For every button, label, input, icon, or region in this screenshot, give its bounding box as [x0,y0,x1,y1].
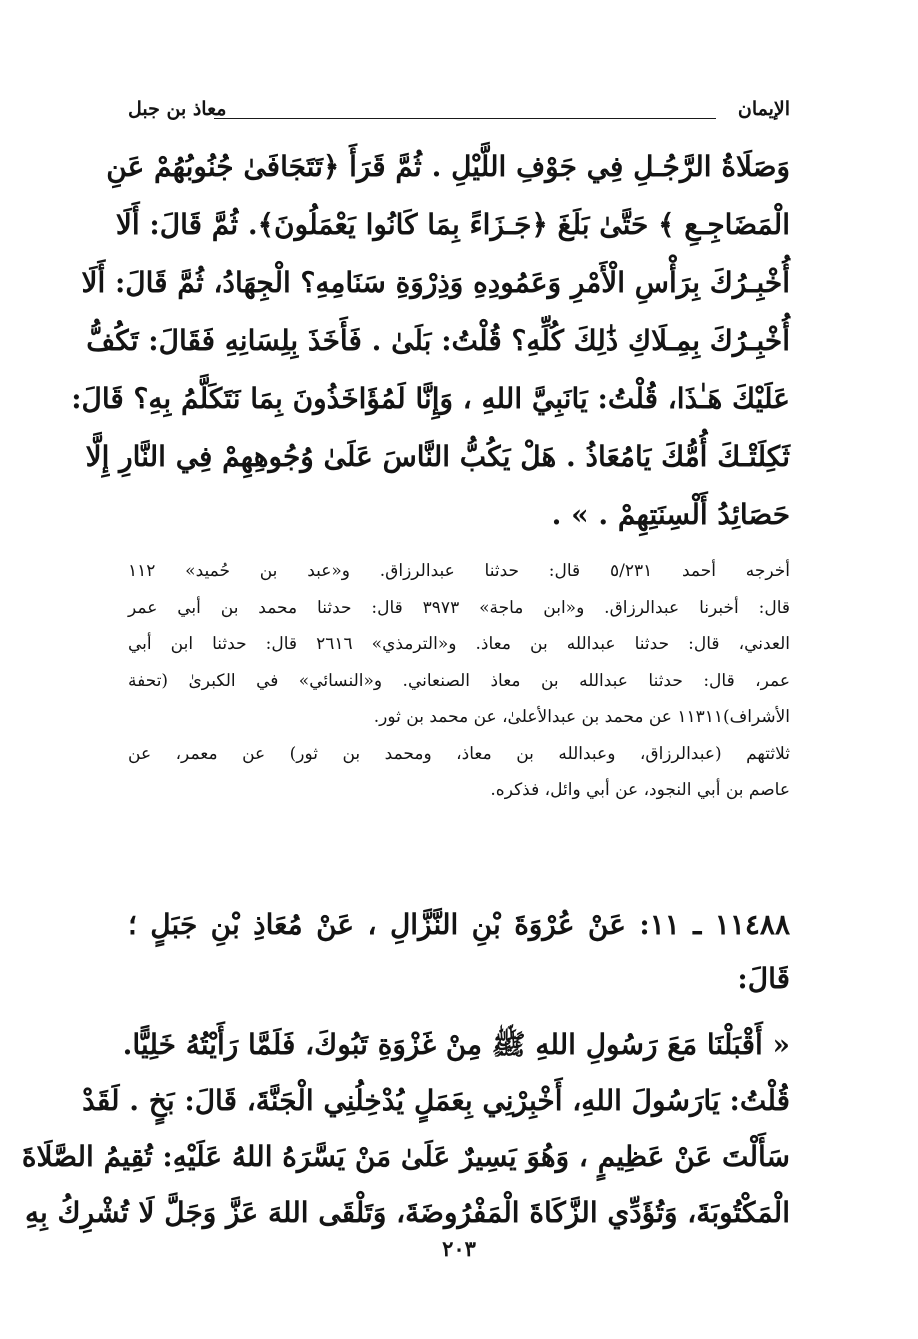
note-line: عاصم بن أبي النجود، عن أبي وائل، فذكره. [490,780,790,800]
note-line: الأشراف)١١٣١١ عن محمد بن عبدالأعلىٰ، عن محمد بن ثور. [373,707,790,727]
note-line: ثلاثتهم (عبدالرزاق، وعبدالله بن معاذ، ومحمد بن ثور) عن معمر، عن [128,743,790,764]
hadith-text [21,1017,790,1241]
hadith-line: قُلْتُ: يَارَسُولَ اللهِ، أَخْبِرْنِي بِعَمَلٍ يُدْخِلُنِي الْجَنَّةَ، قَالَ: بَخٍ . لَقَدْ [82,1084,790,1117]
note-line: العدني، قال: حدثنا عبدالله بن معاذ. و«الترمذي» ٢٦١٦ قال: حدثنا ابن أبي [128,634,790,654]
hadith-line: عَلَيْكَ هَـٰذَا، قُلْتُ: يَانَبِيَّ اللهِ ، وَإِنَّا لَمُؤَاخَذُونَ بِمَا نَتَكَلَّمُ بِهِ؟ قَالَ: [71,382,790,415]
running-header [128,98,790,128]
takhrij-notes [128,553,790,809]
hadith-line: وَصَلَاةُ الرَّجُـلِ فِي جَوْفِ اللَّيْلِ . ثُمَّ قَرَأَ ﴿تَتَجَافَىٰ جُنُوبُهُمْ عَنِ [106,150,790,183]
page-number: ٢٠٣ [442,1236,476,1261]
hadith-line: الْمَضَاجِـعِ ﴾ حَتَّىٰ بَلَغَ ﴿جَـزَاءً بِمَا كَانُوا يَعْمَلُونَ﴾. ثُمَّ قَالَ: أَلَا [115,208,790,241]
hadith-line: سَأَلْتَ عَنْ عَظِيمٍ ، وَهُوَ يَسِيرٌ عَلَىٰ مَنْ يَسَّرَهُ اللهُ عَلَيْهِ: تُقِيمُ الصَّلَاةَ [21,1140,790,1173]
note-line: قال: أخبرنا عبدالرزاق. و«ابن ماجة» ٣٩٧٣ قال: حدثنا محمد بن أبي عمر [128,597,790,618]
note-line: أخرجه أحمد ٥/٢٣١ قال: حدثنا عبدالرزاق. و«عبد بن حُميد» ١١٢ [128,561,790,581]
heading-line: قَالَ: [737,962,790,995]
chapter-title: الإيمان [737,98,790,120]
hadith-line: الْمَكْتُوبَةَ، وَتُؤَدِّي الزَّكَاةَ الْمَفْرُوضَةَ، وَتَلْقَى اللهَ عَزَّ وَجَلَّ لَا تُشْرِكُ بِهِ [24,1196,790,1229]
hadith-heading [128,898,790,1006]
hadith-line: أُخْبِـرُكَ بِرَأْسِ الْأَمْرِ وَعَمُودِهِ وَذِرْوَةِ سَنَامِهِ؟ الْجِهَادُ، ثُمَّ قَالَ: أَلَا [81,266,790,299]
companion-name: معاذ بن جبل [128,98,227,120]
header-rule [214,118,716,119]
hadith-line: « أَقْبَلْنَا مَعَ رَسُولِ اللهِ ﷺ مِنْ غَزْوَةِ تَبُوكَ، فَلَمَّا رَأَيْتُهُ خَلِيًّا. [122,1028,790,1061]
hadith-text [71,138,790,544]
note-line: عمر، قال: حدثنا عبدالله بن معاذ الصنعاني. و«النسائي» في الكبرىٰ (تحفة [128,670,790,691]
hadith-line: حَصَائِدُ أَلْسِنَتِهِمْ . » . [551,498,790,531]
heading-line: ١١٤٨٨ ـ ١١: عَنْ عُرْوَةَ بْنِ النَّزَّالِ ، عَنْ مُعَاذِ بْنِ جَبَلٍ ؛ [128,908,790,941]
hadith-line: أُخْبِـرُكَ بِمِـلَاكِ ذَٰلِكَ كُلِّهِ؟ قُلْتُ: بَلَىٰ . فَأَخَذَ بِلِسَانِهِ فَقَالَ: تَكُفُّ [86,324,790,357]
hadith-line: ثَكِلَتْـكَ أُمُّكَ يَامُعَاذُ . هَلْ يَكُبُّ النَّاسَ عَلَىٰ وُجُوهِهِمْ فِي النَّارِ إِلَّا [85,440,790,473]
